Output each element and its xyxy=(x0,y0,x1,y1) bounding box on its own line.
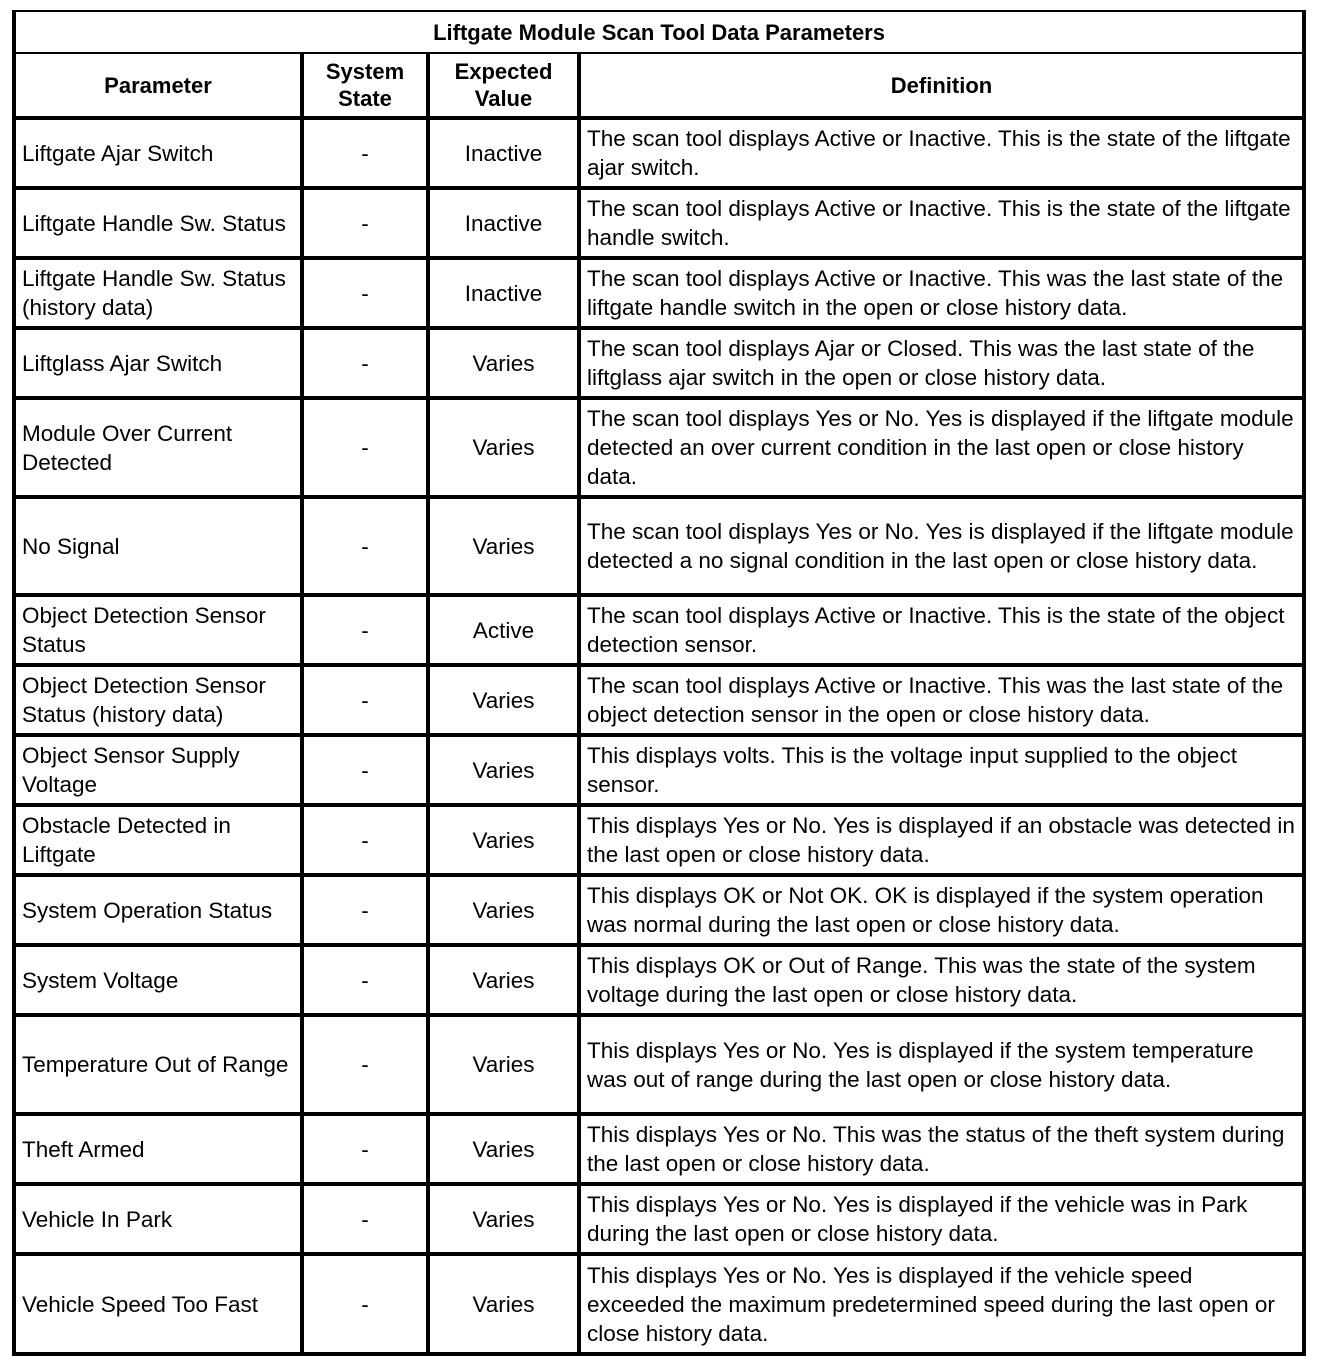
definition-cell: The scan tool displays Yes or No. Yes is displayed if the liftgate module detected an over current condition in the last open or close history data. xyxy=(579,398,1304,497)
system-state-cell: - xyxy=(302,497,428,595)
table-row xyxy=(14,1254,1304,1354)
expected-value-cell: Varies xyxy=(428,945,579,1015)
parameter-cell: Vehicle In Park xyxy=(14,1184,302,1254)
parameter-cell: Module Over Current Detected xyxy=(14,398,302,497)
table-row xyxy=(14,1015,1304,1114)
definition-cell: The scan tool displays Yes or No. Yes is displayed if the liftgate module detected a no signal condition in the last open or close history data. xyxy=(579,497,1304,595)
definition-cell: The scan tool displays Ajar or Closed. This was the last state of the liftglass ajar switch in the open or close history data. xyxy=(579,328,1304,398)
definition-cell: This displays Yes or No. This was the status of the theft system during the last open or close history data. xyxy=(579,1114,1304,1184)
expected-value-cell: Varies xyxy=(428,1184,579,1254)
table-row xyxy=(14,188,1304,258)
parameter-cell: Liftglass Ajar Switch xyxy=(14,328,302,398)
parameter-cell: Object Detection Sensor Status (history data) xyxy=(14,665,302,735)
parameter-cell: Theft Armed xyxy=(14,1114,302,1184)
parameter-cell: Object Sensor Supply Voltage xyxy=(14,735,302,805)
definition-cell: This displays Yes or No. Yes is displayed if the vehicle speed exceeded the maximum predetermined speed during the last open or close history data. xyxy=(579,1254,1304,1354)
header-row xyxy=(14,53,1304,118)
system-state-cell: - xyxy=(302,1254,428,1354)
system-state-cell: - xyxy=(302,188,428,258)
expected-value-cell: Varies xyxy=(428,497,579,595)
parameter-cell: Temperature Out of Range xyxy=(14,1015,302,1114)
system-state-cell: - xyxy=(302,735,428,805)
definition-cell: This displays Yes or No. Yes is displayed if the system temperature was out of range during the last open or close history data. xyxy=(579,1015,1304,1114)
definition-cell: This displays Yes or No. Yes is displayed if the vehicle was in Park during the last open or close history data. xyxy=(579,1184,1304,1254)
table-row xyxy=(14,258,1304,328)
expected-value-cell: Inactive xyxy=(428,258,579,328)
definition-cell: The scan tool displays Active or Inactive. This is the state of the liftgate ajar switch. xyxy=(579,118,1304,188)
table-title: Liftgate Module Scan Tool Data Parameters xyxy=(14,11,1304,53)
scan-tool-data-table xyxy=(12,10,1306,1356)
definition-cell: This displays volts. This is the voltage input supplied to the object sensor. xyxy=(579,735,1304,805)
parameter-cell: Liftgate Handle Sw. Status xyxy=(14,188,302,258)
system-state-cell: - xyxy=(302,398,428,497)
expected-value-cell: Varies xyxy=(428,398,579,497)
expected-value-cell: Varies xyxy=(428,875,579,945)
system-state-cell: - xyxy=(302,665,428,735)
parameter-cell: Object Detection Sensor Status xyxy=(14,595,302,665)
column-header-system-state: System State xyxy=(302,53,428,118)
definition-cell: The scan tool displays Active or Inactive. This is the state of the liftgate handle switch. xyxy=(579,188,1304,258)
parameter-cell: Liftgate Handle Sw. Status (history data) xyxy=(14,258,302,328)
parameter-cell: System Voltage xyxy=(14,945,302,1015)
table-row xyxy=(14,1184,1304,1254)
system-state-cell: - xyxy=(302,805,428,875)
table-row xyxy=(14,1114,1304,1184)
table-row xyxy=(14,497,1304,595)
table-row xyxy=(14,118,1304,188)
expected-value-cell: Inactive xyxy=(428,188,579,258)
system-state-cell: - xyxy=(302,328,428,398)
table-row xyxy=(14,735,1304,805)
system-state-cell: - xyxy=(302,1114,428,1184)
table-row xyxy=(14,595,1304,665)
parameter-cell: System Operation Status xyxy=(14,875,302,945)
table-row xyxy=(14,398,1304,497)
system-state-cell: - xyxy=(302,118,428,188)
parameter-cell: Liftgate Ajar Switch xyxy=(14,118,302,188)
table-row xyxy=(14,945,1304,1015)
definition-cell: The scan tool displays Active or Inactive. This is the state of the object detection sensor. xyxy=(579,595,1304,665)
expected-value-cell: Varies xyxy=(428,805,579,875)
system-state-cell: - xyxy=(302,945,428,1015)
table-row xyxy=(14,665,1304,735)
expected-value-cell: Varies xyxy=(428,328,579,398)
system-state-cell: - xyxy=(302,875,428,945)
table-row xyxy=(14,875,1304,945)
parameter-cell: No Signal xyxy=(14,497,302,595)
expected-value-cell: Varies xyxy=(428,1015,579,1114)
column-header-definition: Definition xyxy=(579,53,1304,118)
system-state-cell: - xyxy=(302,595,428,665)
expected-value-cell: Varies xyxy=(428,1254,579,1354)
definition-cell: This displays OK or Out of Range. This was the state of the system voltage during the last open or close history data. xyxy=(579,945,1304,1015)
parameter-cell: Obstacle Detected in Liftgate xyxy=(14,805,302,875)
expected-value-cell: Varies xyxy=(428,1114,579,1184)
expected-value-cell: Varies xyxy=(428,665,579,735)
system-state-cell: - xyxy=(302,1015,428,1114)
table-row xyxy=(14,805,1304,875)
column-header-parameter: Parameter xyxy=(14,53,302,118)
definition-cell: This displays OK or Not OK. OK is displayed if the system operation was normal during the last open or close history data. xyxy=(579,875,1304,945)
definition-cell: The scan tool displays Active or Inactive. This was the last state of the liftgate handle switch in the open or close history data. xyxy=(579,258,1304,328)
system-state-cell: - xyxy=(302,1184,428,1254)
definition-cell: The scan tool displays Active or Inactive. This was the last state of the object detection sensor in the open or close history data. xyxy=(579,665,1304,735)
definition-cell: This displays Yes or No. Yes is displayed if an obstacle was detected in the last open or close history data. xyxy=(579,805,1304,875)
expected-value-cell: Inactive xyxy=(428,118,579,188)
system-state-cell: - xyxy=(302,258,428,328)
column-header-expected-value: Expected Value xyxy=(428,53,579,118)
expected-value-cell: Active xyxy=(428,595,579,665)
table-row xyxy=(14,328,1304,398)
expected-value-cell: Varies xyxy=(428,735,579,805)
parameter-cell: Vehicle Speed Too Fast xyxy=(14,1254,302,1354)
